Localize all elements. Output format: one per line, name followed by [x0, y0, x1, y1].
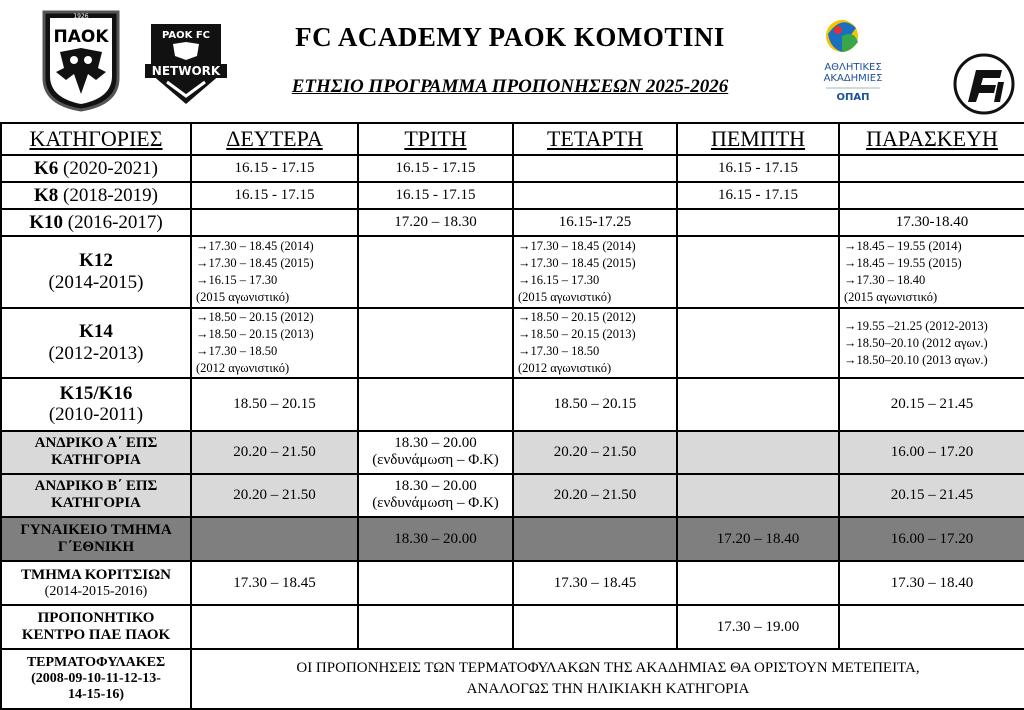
category-cell: Κ15/Κ16 (2010-2011): [1, 378, 191, 430]
table-row-girls: [1, 561, 1024, 605]
tuesday-cell: [358, 236, 513, 308]
category-cell: ΠΡΟΠΟΝΗΤΙΚΟ ΚΕΝΤΡΟ ΠΑΕ ΠΑΟΚ: [1, 605, 191, 648]
category-cell: Κ6 (2020-2021): [1, 155, 191, 182]
col-header-wednesday: ΤΕΤΑΡΤΗ: [513, 123, 677, 155]
svg-text:ΑΘΛΗΤΙΚΕΣ: ΑΘΛΗΤΙΚΕΣ: [824, 62, 882, 73]
table-row-k14: [1, 308, 1024, 378]
monday-cell: →17.30 – 18.45 (2014) →17.30 – 18.45 (2015) →16.15 – 17.30 (2015 αγωνιστικό): [191, 236, 358, 308]
svg-text:NETWORK: NETWORK: [151, 64, 221, 78]
table-row-goalkeepers: [1, 649, 1024, 709]
tuesday-cell: [358, 561, 513, 605]
thursday-cell: 17.30 – 19.00: [677, 605, 839, 648]
category-cell: ΑΝΔΡΙΚΟ Β΄ ΕΠΣ ΚΑΤΗΓΟΡΙΑ: [1, 474, 191, 517]
table-row-women: [1, 517, 1024, 561]
friday-cell: 16.00 – 17.20: [839, 517, 1024, 561]
table-header-row: [1, 123, 1024, 155]
table-row-k8: [1, 182, 1024, 209]
tuesday-cell: [358, 605, 513, 648]
category-cell: ΑΝΔΡΙΚΟ Α΄ ΕΠΣ ΚΑΤΗΓΟΡΙΑ: [1, 431, 191, 474]
tuesday-cell: 18.30 – 20.00 (ενδυνάμωση – Φ.Κ): [358, 431, 513, 474]
monday-cell: [191, 209, 358, 235]
table-row-k12: [1, 236, 1024, 308]
tuesday-cell: [358, 378, 513, 430]
wednesday-cell: [513, 517, 677, 561]
category-cell: Κ12 (2014-2015): [1, 236, 191, 308]
friday-cell: →19.55 –21.25 (2012-2013) →18.50–20.10 (2012 αγων.) →18.50–20.10 (2013 αγων.): [839, 308, 1024, 378]
wednesday-cell: →17.30 – 18.45 (2014) →17.30 – 18.45 (2015) →16.15 – 17.30 (2015 αγωνιστικό): [513, 236, 677, 308]
category-cell: ΤΜΗΜΑ ΚΟΡΙΤΣΙΩΝ (2014-2015-2016): [1, 561, 191, 605]
category-cell: Κ14 (2012-2013): [1, 308, 191, 378]
thursday-cell: [677, 209, 839, 235]
table-row-training-center: [1, 605, 1024, 648]
tuesday-cell: 18.30 – 20.00: [358, 517, 513, 561]
col-header-thursday: ΠΕΜΠΤΗ: [677, 123, 839, 155]
page-title: FC ACADEMY PAOK KOMOTINI: [295, 22, 725, 52]
wednesday-cell: 20.20 – 21.50: [513, 431, 677, 474]
table-row-k15-k16: [1, 378, 1024, 430]
category-cell: ΤΕΡΜΑΤΟΦΥΛΑΚΕΣ (2008-09-10-11-12-13- 14-15-16): [1, 649, 191, 709]
thursday-cell: [677, 561, 839, 605]
wednesday-cell: [513, 155, 677, 182]
friday-cell: 17.30 – 18.40: [839, 561, 1024, 605]
category-cell: Κ10 (2016-2017): [1, 209, 191, 235]
monday-cell: 18.50 – 20.15: [191, 378, 358, 430]
paok-crest-logo: [40, 8, 122, 112]
thursday-cell: 17.20 – 18.40: [677, 517, 839, 561]
category-cell: Κ8 (2018-2019): [1, 182, 191, 209]
thursday-cell: [677, 474, 839, 517]
svg-text:PAOK FC: PAOK FC: [161, 30, 211, 41]
friday-cell: [839, 155, 1024, 182]
friday-cell: 16.00 – 17.20: [839, 431, 1024, 474]
col-header-friday: ΠΑΡΑΣΚΕΥΗ: [839, 123, 1024, 155]
svg-text:ΟΠΑΠ: ΟΠΑΠ: [836, 92, 870, 103]
monday-cell: [191, 517, 358, 561]
header: [0, 0, 1024, 122]
friday-cell: 20.15 – 21.45: [839, 474, 1024, 517]
thursday-cell: [677, 308, 839, 378]
monday-cell: [191, 605, 358, 648]
category-cell: ΓΥΝΑΙΚΕΙΟ ΤΜΗΜΑ Γ΄ΕΘΝΙΚΗ: [1, 517, 191, 561]
tuesday-cell: 17.20 – 18.30: [358, 209, 513, 235]
goalkeepers-note: ΟΙ ΠΡΟΠΟΝΗΣΕΙΣ ΤΩΝ ΤΕΡΜΑΤΟΦΥΛΑΚΩΝ ΤΗΣ ΑΚΑΔΗΜΙΑΣ ΘΑ ΟΡΙΣΤΟΥΝ ΜΕΤΕΠΕΙΤΑ, ΑΝΑΛΟΓΩΣ ΤΗΝ ΗΛΙΚΙΑΚΗ ΚΑΤΗΓΟΡΙΑ: [191, 649, 1024, 709]
monday-cell: 20.20 – 21.50: [191, 474, 358, 517]
monday-cell: 17.30 – 18.45: [191, 561, 358, 605]
tuesday-cell: 16.15 - 17.15: [358, 155, 513, 182]
table-row-men-b: [1, 474, 1024, 517]
wednesday-cell: [513, 182, 677, 209]
svg-text:1926: 1926: [73, 13, 89, 20]
friday-cell: [839, 605, 1024, 648]
table-row-k6: [1, 155, 1024, 182]
wednesday-cell: →18.50 – 20.15 (2012) →18.50 – 20.15 (2013) →17.30 – 18.50 (2012 αγωνιστικό): [513, 308, 677, 378]
table-row-men-a: [1, 431, 1024, 474]
wednesday-cell: 17.30 – 18.45: [513, 561, 677, 605]
col-header-monday: ΔΕΥΤΕΡΑ: [191, 123, 358, 155]
svg-text:ΑΚΑΔΗΜΙΕΣ: ΑΚΑΔΗΜΙΕΣ: [823, 73, 883, 84]
thursday-cell: [677, 431, 839, 474]
tuesday-cell: [358, 308, 513, 378]
monday-cell: 16.15 - 17.15: [191, 182, 358, 209]
thursday-cell: [677, 378, 839, 430]
friday-cell: 17.30-18.40: [839, 209, 1024, 235]
paok-network-logo: [145, 20, 227, 106]
tuesday-cell: 18.30 – 20.00 (ενδυνάμωση – Φ.Κ): [358, 474, 513, 517]
thursday-cell: 16.15 - 17.15: [677, 155, 839, 182]
thursday-cell: [677, 236, 839, 308]
wednesday-cell: 20.20 – 21.50: [513, 474, 677, 517]
col-header-categories: ΚΑΤΗΓΟΡΙΕΣ: [1, 123, 191, 155]
friday-cell: [839, 182, 1024, 209]
table-row-k10: [1, 209, 1024, 235]
svg-text:ΠΑΟΚ: ΠΑΟΚ: [53, 27, 109, 47]
monday-cell: 16.15 - 17.15: [191, 155, 358, 182]
friday-cell: →18.45 – 19.55 (2014) →18.45 – 19.55 (2015) →17.30 – 18.40 (2015 αγωνιστικό): [839, 236, 1024, 308]
f-circle-logo: [952, 52, 1016, 116]
col-header-tuesday: ΤΡΙΤΗ: [358, 123, 513, 155]
wednesday-cell: 18.50 – 20.15: [513, 378, 677, 430]
monday-cell: 20.20 – 21.50: [191, 431, 358, 474]
schedule-table: [0, 122, 1024, 710]
thursday-cell: 16.15 - 17.15: [677, 182, 839, 209]
tuesday-cell: 16.15 - 17.15: [358, 182, 513, 209]
page-subtitle: ΕΤΗΣΙΟ ΠΡΟΓΡΑΜΜΑ ΠΡΟΠΟΝΗΣΕΩΝ 2025-2026: [291, 76, 729, 97]
wednesday-cell: [513, 605, 677, 648]
wednesday-cell: 16.15-17.25: [513, 209, 677, 235]
opap-academies-logo: [808, 14, 898, 106]
friday-cell: 20.15 – 21.45: [839, 378, 1024, 430]
monday-cell: →18.50 – 20.15 (2012) →18.50 – 20.15 (2013) →17.30 – 18.50 (2012 αγωνιστικό): [191, 308, 358, 378]
